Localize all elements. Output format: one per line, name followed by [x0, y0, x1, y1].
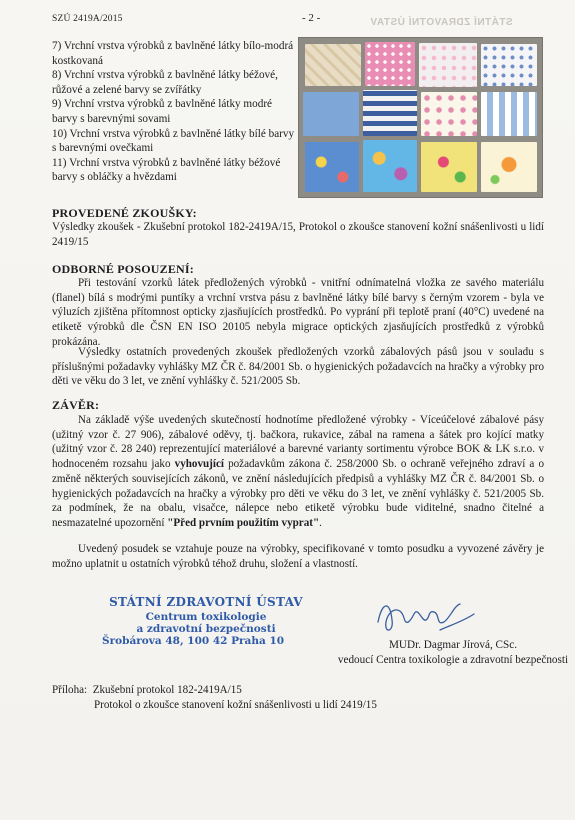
- attachment-item: Zkušební protokol 182-2419A/15: [92, 684, 242, 696]
- stamp-line: Centrum toxikologie: [145, 611, 267, 623]
- fabric-swatch: [365, 42, 415, 86]
- stamp-line: Šrobárova 48, 100 42 Praha 10: [102, 635, 285, 647]
- conclusion-text: Na základě výše uvedených skutečností hodnotíme předložené výrobky - Víceúčelové zábalové pásy (užitný vzor č. 27 906), zábalové oděvy, tj. bačkora, rukavice, zábal na ramena a šátek pro kojící matky (užitný vzor č. 28 240) reprezentující materiálové a barevné varianty sortimentu výrobce BOK & LK s.r.o. v hodnoceném rozsahu jako: [52, 414, 544, 471]
- sample-list: [52, 39, 300, 185]
- attachments-label: Příloha:: [52, 684, 88, 696]
- signer-role: vedoucí Centra toxikologie a zdravotní bezpečnosti: [337, 653, 569, 666]
- fabric-swatch: [363, 140, 417, 192]
- tests-text: Výsledky zkoušek - Zkušební protokol 182-2419A/15, Protokol o zkoušce stanovení kožní snášenlivosti u lidí 2419/15: [52, 221, 544, 248]
- list-item: 9) Vrchní vrstva výrobků z bavlněné látky modré barvy s barevnými sovami: [52, 98, 273, 125]
- conclusion-text: .: [319, 516, 322, 529]
- signer-block: [318, 638, 575, 667]
- verdict-text: vyhovující: [174, 458, 224, 471]
- document-number: SZÚ 2419A/2015: [52, 14, 123, 24]
- fabric-samples-photo: [298, 37, 543, 198]
- assessment-heading: ODBORNÉ POSOUZENÍ:: [52, 262, 194, 276]
- fabric-swatch: [305, 142, 359, 192]
- list-item: 7) Vrchní vrstva výrobků z bavlněné látky bílo-modrá kostkovaná: [52, 40, 294, 67]
- assessment-paragraph-2: Výsledky ostatních provedených zkoušek předložených vzorků zábalových pásů jsou v souladu s příslušnými požadavky vyhlášky MZ ČR č. 84/2001 Sb. o hygienických požadavcích na hračky a výrobky pro děti ve věku do 3 let, ve znění vyhlášky č. 521/2005 Sb.: [52, 346, 544, 388]
- page-number: - 2 -: [302, 12, 321, 24]
- fabric-swatch: [421, 92, 477, 136]
- fabric-swatch: [303, 92, 359, 136]
- attachment-line: [52, 698, 377, 713]
- fabric-swatch: [363, 90, 417, 136]
- conclusion-paragraph-1: [52, 413, 544, 531]
- conclusion-paragraph-2: Uvedený posudek se vztahuje pouze na výrobky, specifikované v tomto posudku a vyvozené závěry je možno uplatnit u ostatních výrobků téhož druhu, složení a vlastností.: [52, 543, 544, 570]
- warning-quote: "Před prvním použitím vyprat": [167, 516, 320, 529]
- fabric-swatch: [305, 44, 361, 86]
- fabric-swatch: [421, 142, 477, 192]
- attachment-line: [52, 683, 377, 698]
- assessment-paragraph-1: Při testování vzorků látek předložených výrobků - vnitřní odnímatelná vložka ze savého materiálu (flanel) bílá s modrými puntíky a vrchní vrstva pásu z bavlněné látky bílé barvy s černým vzorem - byla ve výluzích zjištěna přítomnost opticky zjasňujících prostředků. Po vyprání při teplotě praní (40°C) uvedené na etiketě výrobků dle ČSN EN ISO 20105 nebyla migrace optických zjasňujících prostředků z výrobků prokázána.: [52, 277, 544, 348]
- conclusion-heading: ZÁVĚR:: [52, 398, 100, 412]
- fabric-swatch: [481, 142, 537, 192]
- signer-name: MUDr. Dagmar Jírová, CSc.: [388, 639, 518, 651]
- fabric-swatch: [481, 92, 537, 136]
- fabric-swatch: [419, 43, 477, 87]
- list-item: 10) Vrchní vrstva výrobků z bavlněné látky bílé barvy s barevnými ovečkami: [52, 127, 295, 155]
- attachments: [52, 683, 377, 713]
- list-item: 11) Vrchní vrstva výrobků z bavlněné látky béžové barvy s obláčky a hvězdami: [52, 156, 281, 184]
- reverse-side-bleed: STÁTNÍ ZDRAVOTNÍ ÚSTAV: [370, 17, 513, 28]
- conclusion-text: požadavkům zákona č. 258/2000 Sb. o ochraně veřejného zdraví a o změně některých souvisejících zákonů, ve znění následujících předpisů a vyhlášky MZ ČR č. 84/2001 Sb. o hygienických požadavcích na hračky a výrobky pro děti ve věku do 3 let, ve znění vyhlášky č. 521/2005 Sb. za podmínek, že na obalu, visačce, nálepce nebo etiketě výrobku bude viditelné, snadno čitelné a nesmazatelné upozornění: [52, 458, 545, 529]
- fabric-swatch: [481, 44, 537, 86]
- stamp-line: a zdravotní bezpečnosti: [136, 623, 276, 635]
- stamp-line: STÁTNÍ ZDRAVOTNÍ ÚSTAV: [109, 595, 303, 609]
- handwritten-signature: [370, 592, 480, 642]
- institute-stamp: [96, 595, 316, 647]
- tests-heading: PROVEDENÉ ZKOUŠKY:: [52, 206, 197, 220]
- attachment-item: Protokol o zkoušce stanovení kožní snášenlivosti u lidí 2419/15: [94, 698, 377, 711]
- list-item: 8) Vrchní vrstva výrobků z bavlněné látky béžové, růžové a zelené barvy se zvířátky: [52, 69, 278, 96]
